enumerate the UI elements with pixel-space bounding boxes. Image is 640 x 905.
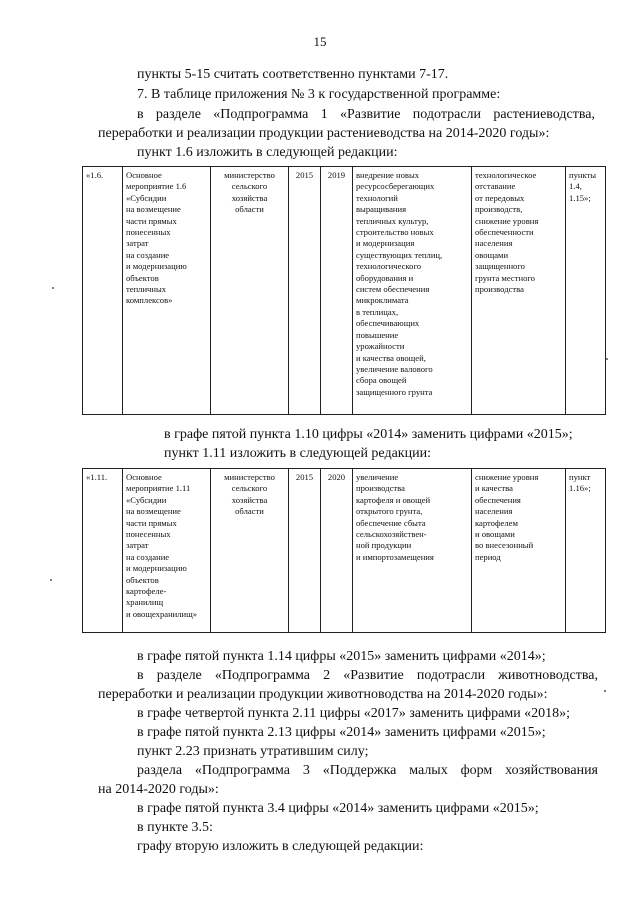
cell-line: и модернизация	[356, 238, 415, 249]
text-line: в графе пятой пункта 1.10 цифры «2014» заменить цифрами «2015»;	[164, 427, 573, 442]
cell-line: защищенного	[475, 261, 525, 272]
cell-line: повышение	[356, 329, 399, 340]
text-line: в пункте 3.5:	[137, 820, 213, 835]
cell-line: и овощехранилищ»	[126, 608, 198, 619]
cell-line: хранилищ	[126, 597, 164, 608]
cell-line: овощами	[475, 249, 509, 260]
cell-executor	[211, 469, 289, 633]
cell-line: сельскохозяйствен-	[356, 529, 427, 540]
cell-line: затрат	[126, 238, 149, 249]
cell-line: населения	[475, 238, 513, 249]
cell-line: «Субсидии	[126, 494, 167, 505]
cell-line: на создание	[126, 249, 170, 260]
text-line: в графе пятой пункта 2.13 цифры «2014» заменить цифрами «2015»;	[137, 725, 546, 740]
cell-line: защищенного грунта	[356, 386, 433, 397]
cell-line: пункт	[569, 472, 591, 482]
cell-line: области	[235, 506, 264, 517]
cell-line: технологическое	[475, 170, 537, 180]
cell-line: 1.15»;	[569, 192, 591, 203]
cell-line: отставание	[475, 181, 516, 192]
cell-line: от передовых	[475, 192, 525, 203]
cell-line: части прямых	[126, 517, 177, 528]
scan-speck	[606, 358, 608, 360]
cell-line: объектов	[126, 574, 159, 585]
cell-line: и овощами	[475, 529, 515, 540]
text-line: на 2014-2020 годы»:	[98, 782, 219, 797]
cell-line: Основное	[126, 472, 162, 482]
cell-line: картофеля и овощей	[356, 494, 431, 505]
cell-line: 1.16»;	[569, 483, 591, 494]
cell-line: министерство	[224, 472, 275, 482]
cell-line: части прямых	[126, 215, 177, 226]
cell-line: министерство	[224, 170, 275, 180]
text-line: в разделе «Подпрограмма 1 «Развитие подотрасли растениеводства,	[137, 107, 595, 122]
cell-line: обеспечивающих	[356, 318, 420, 329]
table-item-1-6	[82, 166, 606, 415]
table-row	[83, 167, 606, 415]
cell-event	[123, 167, 211, 415]
cell-line: и модернизацию	[126, 261, 187, 272]
table-row	[83, 469, 606, 633]
cell-line: объектов	[126, 272, 159, 283]
table-item-1-11	[82, 468, 606, 633]
text-line: переработки и реализации продукции животноводства на 2014-2020 годы»:	[98, 687, 548, 702]
text-line: 7. В таблице приложения № 3 к государственной программе:	[137, 87, 501, 102]
cell-line: технологического	[356, 261, 422, 272]
cell-line: микроклимата	[356, 295, 409, 306]
cell-line: и импортозамещения	[356, 551, 434, 562]
cell-line: существующих теплиц,	[356, 249, 443, 260]
cell-line: на создание	[126, 551, 170, 562]
text-line: в графе пятой пункта 1.14 цифры «2015» заменить цифрами «2014»;	[137, 649, 546, 664]
cell-line: хозяйства	[231, 192, 268, 203]
cell-end-year: 2019	[321, 167, 353, 415]
cell-line: сельского	[231, 181, 268, 192]
cell-line: и качества	[475, 483, 513, 494]
cell-line: в теплицах,	[356, 306, 399, 317]
cell-link	[566, 167, 606, 415]
cell-line: выращивания	[356, 204, 407, 215]
cell-line: увеличение валового	[356, 363, 433, 374]
cell-line: ресурсосберегающих	[356, 181, 435, 192]
text-line: пункт 1.6 изложить в следующей редакции:	[137, 145, 398, 160]
cell-line: обеспечение сбыта	[356, 517, 426, 528]
cell-line: производств,	[475, 204, 523, 215]
text-line: в графе пятой пункта 3.4 цифры «2014» заменить цифрами «2015»;	[137, 801, 539, 816]
cell-line: на возмещение	[126, 506, 181, 517]
cell-line: ной продукции	[356, 540, 412, 551]
cell-line: снижение уровня	[475, 215, 539, 226]
scan-speck	[52, 287, 54, 289]
cell-line: урожайности	[356, 341, 405, 352]
cell-line: период	[475, 551, 501, 562]
cell-line: населения	[475, 506, 513, 517]
cell-expected-result	[353, 167, 472, 415]
text-line: пункт 1.11 изложить в следующей редакции:	[164, 446, 431, 461]
cell-line: области	[235, 204, 264, 215]
text-line: в разделе «Подпрограмма 2 «Развитие подотрасли животноводства,	[137, 668, 598, 683]
text-line: раздела «Подпрограмма 3 «Поддержка малых форм хозяйствования	[137, 763, 598, 778]
text-line: графу вторую изложить в следующей редакции:	[137, 839, 424, 854]
cell-line: хозяйства	[231, 494, 268, 505]
cell-line: 1.4,	[569, 181, 582, 192]
cell-line: картофеле-	[126, 586, 167, 597]
cell-line: картофелем	[475, 517, 518, 528]
cell-end-year: 2020	[321, 469, 353, 633]
cell-line: затрат	[126, 540, 149, 551]
text-line: пункт 2.23 признать утратившим силу;	[137, 744, 369, 759]
cell-line: и качества овощей,	[356, 352, 426, 363]
cell-line: и модернизацию	[126, 563, 187, 574]
cell-line: тепличных	[126, 284, 167, 295]
text-line: в графе четвертой пункта 2.11 цифры «2017» заменить цифрами «2018»;	[137, 706, 571, 721]
text-line: пункты 5-15 считать соответственно пунктами 7-17.	[137, 67, 449, 82]
cell-line: тепличных культур,	[356, 215, 429, 226]
cell-line: на возмещение	[126, 204, 181, 215]
scan-speck	[604, 690, 606, 692]
cell-line: понесенных	[126, 227, 171, 238]
cell-number: «1.6.	[83, 167, 123, 415]
cell-line: оборудования и	[356, 272, 414, 283]
cell-consequence	[472, 167, 566, 415]
scan-speck	[50, 579, 52, 581]
cell-line: внедрение новых	[356, 170, 420, 180]
cell-executor	[211, 167, 289, 415]
page-number: 15	[313, 34, 327, 49]
cell-start-year: 2015	[289, 167, 321, 415]
cell-line: открытого грунта,	[356, 506, 423, 517]
cell-line: мероприятие 1.6	[126, 181, 187, 192]
cell-expected-result	[353, 469, 472, 633]
cell-line: обеспечения	[475, 494, 521, 505]
cell-line: комплексов»	[126, 295, 173, 306]
cell-line: «Субсидии	[126, 192, 167, 203]
cell-line: производства	[356, 483, 405, 494]
cell-line: производства	[475, 284, 524, 295]
cell-line: сельского	[231, 483, 268, 494]
text-line: переработки и реализации продукции растениеводства на 2014-2020 годы»:	[98, 126, 550, 141]
cell-number: «1.11.	[83, 469, 123, 633]
cell-line: мероприятие 1.11	[126, 483, 191, 494]
cell-line: пункты	[569, 170, 597, 180]
cell-consequence	[472, 469, 566, 633]
cell-start-year: 2015	[289, 469, 321, 633]
cell-line: обеспеченности	[475, 227, 534, 238]
cell-line: понесенных	[126, 529, 171, 540]
cell-line: увеличение	[356, 472, 399, 482]
cell-line: строительство новых	[356, 227, 434, 238]
cell-line: технологий	[356, 192, 398, 203]
cell-line: грунта местного	[475, 272, 535, 283]
cell-line: Основное	[126, 170, 162, 180]
cell-event	[123, 469, 211, 633]
cell-line: во внесезонный	[475, 540, 534, 551]
cell-line: систем обеспечения	[356, 284, 430, 295]
cell-line: сбора овощей	[356, 375, 407, 386]
cell-line: снижение уровня	[475, 472, 539, 482]
cell-link	[566, 469, 606, 633]
